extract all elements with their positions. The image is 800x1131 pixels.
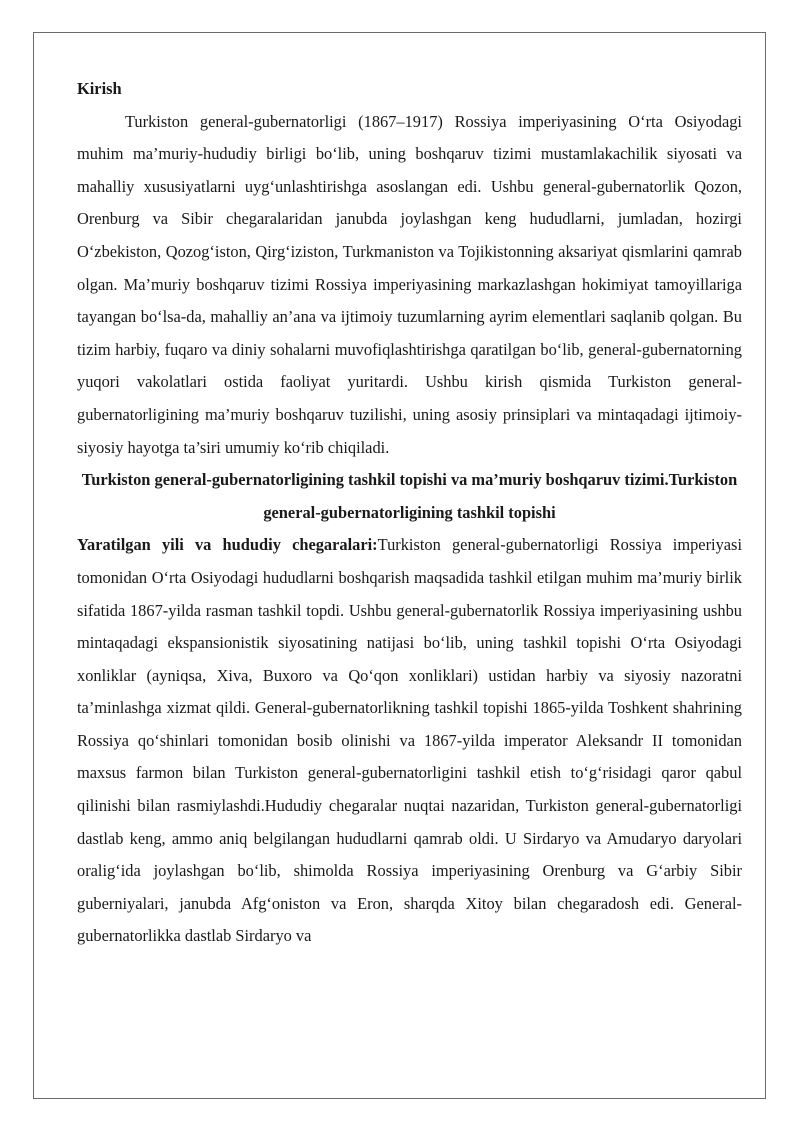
subsection-paragraph bbox=[77, 529, 742, 953]
subsection-lead: Yaratilgan yili va hududiy chegaralari: bbox=[77, 535, 378, 555]
intro-paragraph: Turkiston general-gubernatorligi (1867–1917) Rossiya imperiyasining O‘rta Osiyodagi muhim ma’muriy-hududiy birligi bo‘lib, uning boshqaruv tizimi mustamlakachilik siyosati va mahalliy xususiyatlarni uyg‘unlashtirishga asoslangan edi. Ushbu general-gubernatorlik Qozon, Orenburg va Sibir chegaralaridan janubda joylashgan keng hududlarni, jumladan, hozirgi O‘zbekiston, Qozog‘iston, Qirg‘iziston, Turkmaniston va Tojikistonning aksariyat qismlarini qamrab olgan. Ma’muriy boshqaruv tizimi Rossiya imperiyasining markazlashgan hokimiyat tamoyillariga tayangan bo‘lsa-da, mahalliy an’ana va ijtimoiy tuzumlarning ayrim elementlari saqlanib qolgan. Bu tizim harbiy, fuqaro va diniy sohalarni muvofiqlashtirishga qaratilgan bo‘lib, general-gubernatorning yuqori vakolatlari ostida faoliyat yuritardi. Ushbu kirish qismida Turkiston general-gubernatorligining ma’muriy boshqaruv tuzilishi, uning asosiy prinsiplari va mintaqadagi ijtimoiy-siyosiy hayotga ta’siri umumiy ko‘rib chiqiladi. bbox=[77, 111, 742, 457]
document-body bbox=[77, 73, 742, 953]
section-title: Turkiston general-gubernatorligining tashkil topishi va ma’muriy boshqaruv tizimi.Turkiston general-gubernatorligining tashkil topishi bbox=[81, 470, 738, 522]
heading-kirish: Kirish bbox=[77, 79, 122, 98]
subsection-text: Turkiston general-gubernatorligi Rossiya imperiyasi tomonidan O‘rta Osiyodagi hududlarni boshqarish maqsadida tashkil etilgan muhim ma’muriy birlik sifatida 1867-yilda rasman tashkil topdi. Ushbu general-gubernatorlik Rossiya imperiyasining ushbu mintaqadagi ekspansionistik siyosatining natijasi bo‘lib, uning tashkil topishi O‘rta Osiyodagi xonliklar (ayniqsa, Xiva, Buxoro va Qo‘qon xonliklari) ustidan harbiy va siyosiy nazoratni ta’minlashga xizmat qildi. General-gubernatorlikning tashkil topishi 1865-yilda Toshkent shahrining Rossiya qo‘shinlari tomonidan bosib olinishi va 1867-yilda imperator Aleksandr II tomonidan maxsus farmon bilan Turkiston general-gubernatorligini tashkil etish to‘g‘risidagi qaror qabul qilinishi bilan rasmiylashdi.Hududiy chegaralar nuqtai nazaridan, Turkiston general-gubernatorligi dastlab keng, ammo aniq belgilangan hududlarni qamrab oldi. U Sirdaryo va Amudaryo daryolari oralig‘ida joylashgan bo‘lib, shimolda Rossiya imperiyasining Orenburg va G‘arbiy Sibir guberniyalari, janubda Afg‘oniston va Eron, sharqda Xitoy bilan chegaradosh edi. General-gubernatorlikka dastlab Sirdaryo va bbox=[77, 535, 742, 946]
